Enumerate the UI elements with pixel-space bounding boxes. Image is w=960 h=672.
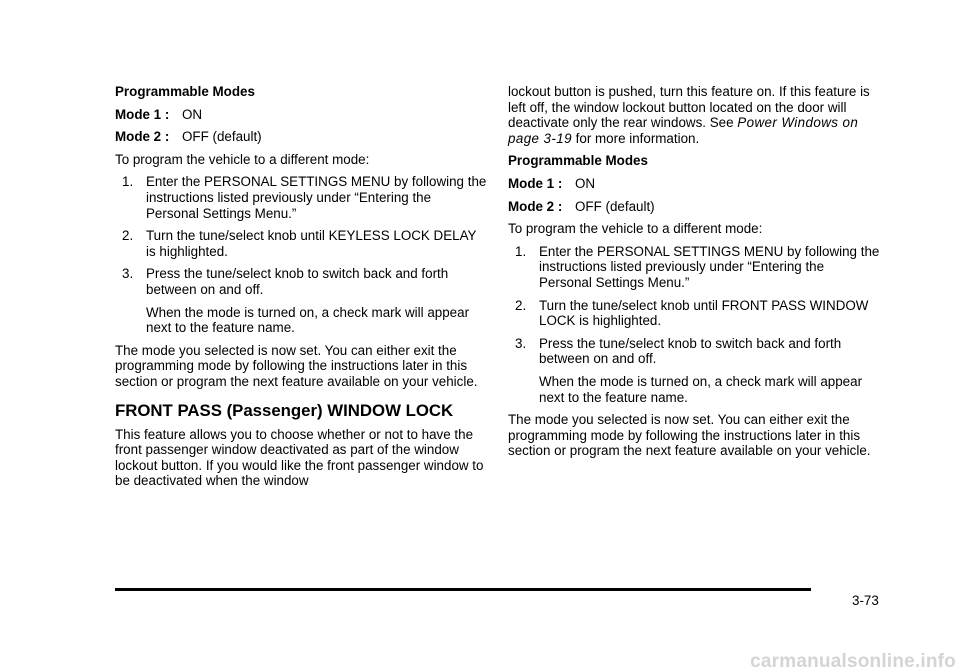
right-column <box>508 84 880 466</box>
step-text: Enter the PERSONAL SETTINGS MENU by following the instructions listed previously under “Entering the Personal Settings Menu.” <box>146 174 487 221</box>
modes-heading: Programmable Modes <box>508 153 648 169</box>
step-3 <box>508 336 880 367</box>
mode-1-value: ON <box>575 175 596 191</box>
step-number: 2. <box>122 228 134 244</box>
step-text: Turn the tune/select knob until KEYLESS LOCK DELAY is highlighted. <box>146 228 477 259</box>
continued-paragraph <box>508 84 880 146</box>
mode-2-label: Mode 2 : <box>508 198 563 214</box>
section-heading: FRONT PASS (Passenger) WINDOW LOCK <box>115 400 454 420</box>
closing-paragraph: The mode you selected is now set. You can either exit the programming mode by following the instructions later in this section or program the next feature available on your vehicle. <box>508 412 871 459</box>
mode-1-row <box>508 176 880 192</box>
mode-2-row <box>115 129 487 145</box>
mode-1-value: ON <box>182 106 203 122</box>
step-number: 3. <box>122 266 134 282</box>
watermark: carmanualsonline.info <box>750 651 956 672</box>
step-1 <box>115 174 487 221</box>
xref-tail: for more information. <box>575 130 700 146</box>
step-number: 1. <box>515 243 527 259</box>
step-1 <box>508 244 880 291</box>
step-number: 2. <box>515 297 527 313</box>
mode-1-label: Mode 1 : <box>115 106 170 122</box>
step-text: Turn the tune/select knob until FRONT PASS WINDOW LOCK is highlighted. <box>539 297 869 329</box>
step-3-note: When the mode is turned on, a check mark will appear next to the feature name. <box>539 373 863 405</box>
step-2 <box>115 228 487 259</box>
page-number: 3-73 <box>852 593 879 608</box>
step-3-note: When the mode is turned on, a check mark will appear next to the feature name. <box>146 304 470 336</box>
mode-1-label: Mode 1 : <box>508 175 563 191</box>
step-3 <box>115 266 487 297</box>
mode-2-label: Mode 2 : <box>115 129 170 145</box>
step-2 <box>508 298 880 329</box>
cross-reference-link[interactable]: Power Windows on page 3-19 <box>508 115 859 146</box>
step-text: Enter the PERSONAL SETTINGS MENU by following the instructions listed previously under “Entering the Personal Settings Menu.” <box>539 243 880 290</box>
continued-text: lockout button is pushed, turn this feature on. If this feature is left off, the window lockout button located on the door will deactivate only the rear windows. See <box>508 84 870 131</box>
closing-paragraph: The mode you selected is now set. You can either exit the programming mode by following the instructions later in this section or program the next feature available on your vehicle. <box>115 342 478 389</box>
program-intro: To program the vehicle to a different mode: <box>115 151 370 167</box>
section-body: This feature allows you to choose whether or not to have the front passenger window deactivated as part of the window lockout button. If you would like the front passenger window to be deactivated when the window <box>115 426 484 489</box>
step-text: Press the tune/select knob to switch back and forth between on and off. <box>146 266 449 297</box>
modes-heading: Programmable Modes <box>115 84 255 99</box>
left-column <box>115 84 487 496</box>
mode-2-value: OFF (default) <box>182 129 262 145</box>
step-text: Press the tune/select knob to switch back and forth between on and off. <box>539 335 842 367</box>
step-number: 1. <box>122 174 134 190</box>
mode-2-value: OFF (default) <box>575 198 655 214</box>
step-number: 3. <box>515 335 527 351</box>
program-intro: To program the vehicle to a different mode: <box>508 221 763 237</box>
footer-rule <box>115 588 811 591</box>
mode-2-row <box>508 199 880 215</box>
mode-1-row <box>115 107 487 123</box>
